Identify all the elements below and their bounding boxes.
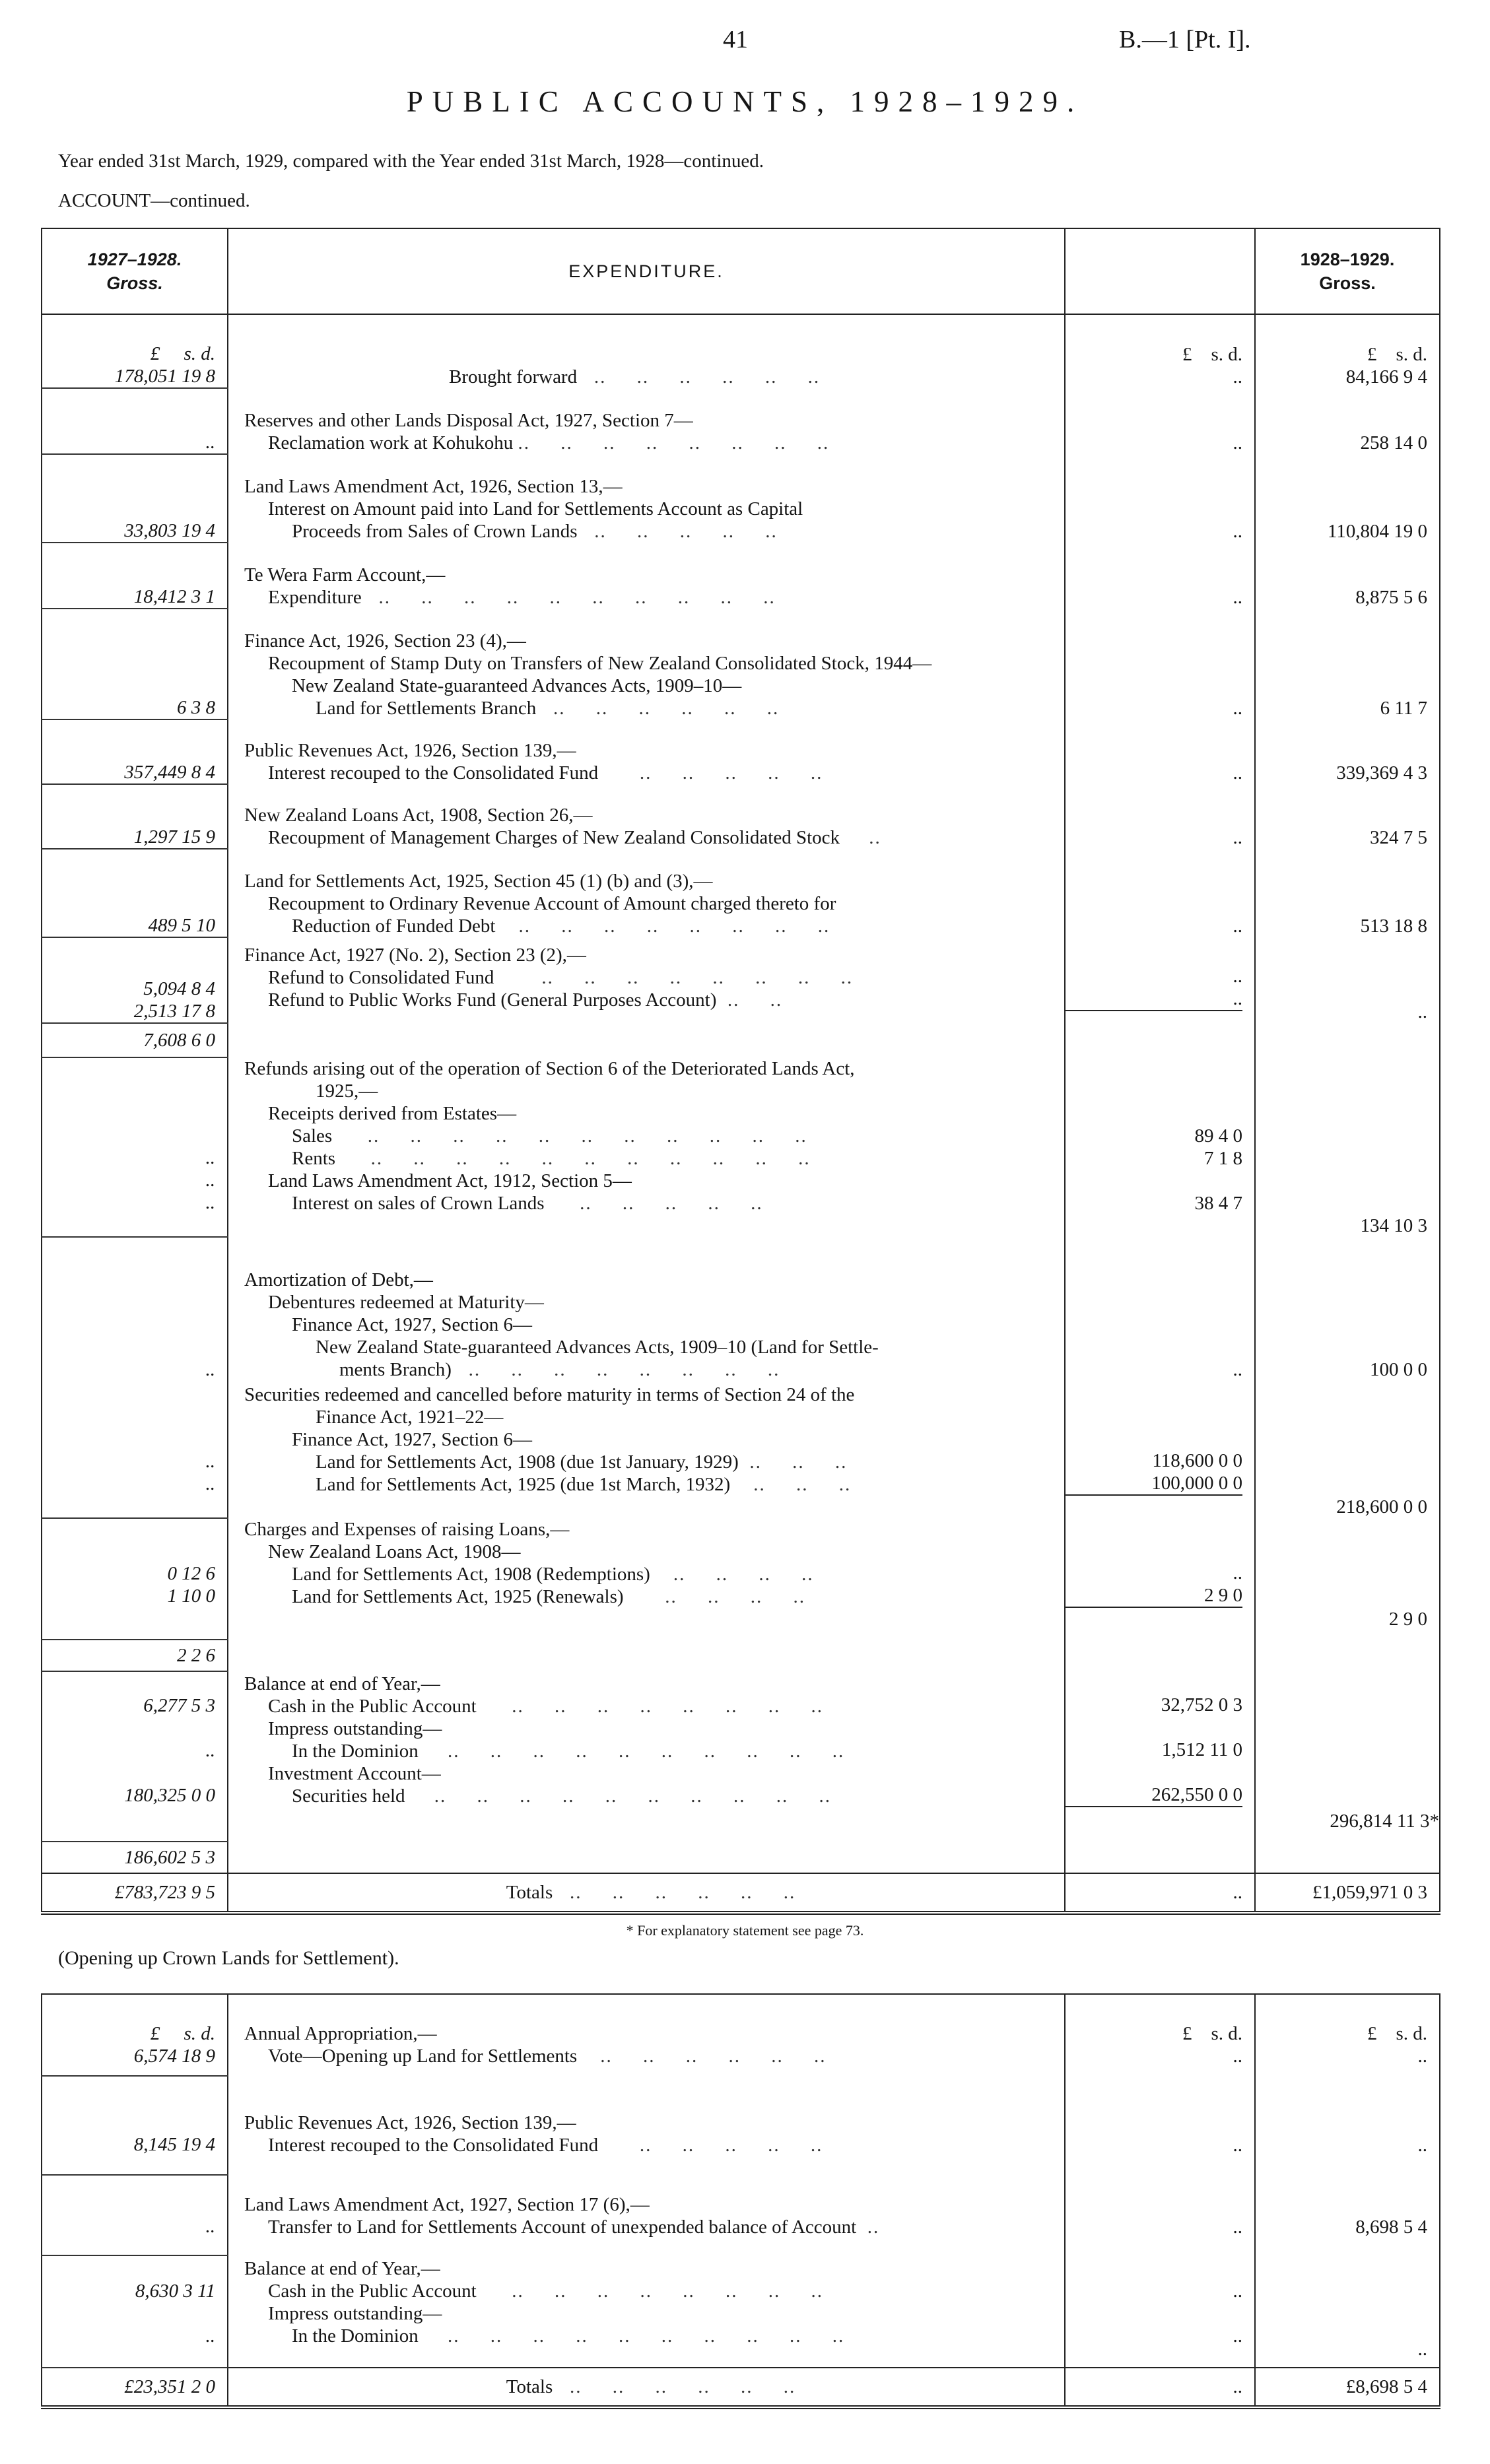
row-label: Recoupment to Ordinary Revenue Account of Amount charged thereto for bbox=[268, 893, 836, 914]
totals-row: £23,351 2 0 Totals .. .. .. .. .. .. .. £8,698 5 4 bbox=[42, 2368, 1440, 2407]
row-heading: Public Revenues Act, 1926, Section 139,— bbox=[244, 2112, 576, 2133]
table-row: .. Land Laws Amendment Act, 1927, Section 17 (6),— Transfer to Land for Settlements Account of unexpended balance of Account .. .. 8,698 5 4 bbox=[42, 2175, 1440, 2255]
units-row: £ s. d. bbox=[1182, 344, 1242, 365]
curr-amount: 339,369 4 3 bbox=[1255, 719, 1440, 784]
sub-amount: 7 1 8 bbox=[1204, 1148, 1242, 1169]
prev-amount: 33,803 19 4 bbox=[42, 454, 228, 543]
curr-amount: 258 14 0 bbox=[1255, 388, 1440, 454]
prev-amount: .. bbox=[205, 1451, 215, 1472]
prev-amount: .. bbox=[205, 1473, 215, 1494]
table-row: £ s. d. 178,051 19 8 Brought forward .. .. .. .. .. .. £ s. d. .. £ s. d. 84,166 9 4 bbox=[42, 314, 1440, 388]
row-label: Refund to Public Works Fund (General Purposes Account) bbox=[268, 989, 717, 1011]
sub-amount: 1,512 11 0 bbox=[1161, 1739, 1242, 1760]
row-label: New Zealand Loans Act, 1908— bbox=[268, 1541, 521, 1562]
curr-amount: 110,804 19 0 bbox=[1255, 454, 1440, 543]
table-row: 489 5 10 Land for Settlements Act, 1925, Section 45 (1) (b) and (3),— Recoupment to Ordinary Revenue Account of Amount charged thereto for Reduction of Funded Debt .. .. .. .. .. .. .. .. .. 513 18 8 bbox=[42, 849, 1440, 937]
prev-subtotal: 2 2 6 bbox=[42, 1640, 228, 1671]
prev-amount: .. bbox=[205, 1740, 215, 1761]
row-label: Interest on sales of Crown Lands bbox=[292, 1193, 545, 1214]
curr-amount: 100 0 0 bbox=[1255, 1237, 1440, 1381]
totals-label: Totals bbox=[506, 1882, 553, 1903]
units-row: £ s. d. bbox=[150, 343, 215, 364]
prev-amount: 180,325 0 0 bbox=[124, 1785, 215, 1806]
sub-amount: .. bbox=[1065, 388, 1255, 454]
row-label: 1925,— bbox=[316, 1081, 378, 1102]
sub-amount: 89 4 0 bbox=[1194, 1125, 1242, 1147]
row-label: Interest on Amount paid into Land for Settlements Account as Capital bbox=[268, 498, 803, 519]
row-heading: Land Laws Amendment Act, 1927, Section 17 (6),— bbox=[244, 2194, 650, 2215]
table-row: .. Reserves and other Lands Disposal Act, 1927, Section 7— Reclamation work at Kohukohu .. .. .. .. .. .. .. .. .. 258 14 0 bbox=[42, 388, 1440, 454]
table-row: 357,449 8 4 Public Revenues Act, 1926, Section 139,— Interest recouped to the Consolidated Fund .. .. .. .. .. .. 339,369 4 3 bbox=[42, 719, 1440, 784]
prev-subtotal: 186,602 5 3 bbox=[42, 1842, 228, 1873]
row-label: Finance Act, 1927, Section 6— bbox=[292, 1314, 533, 1335]
sub-amount: .. bbox=[1233, 2325, 1242, 2347]
curr-total: £8,698 5 4 bbox=[1255, 2368, 1440, 2407]
sub-amount: 262,550 0 0 bbox=[1066, 1783, 1242, 1807]
curr-amount: .. bbox=[1255, 2255, 1440, 2368]
row-label: Cash in the Public Account bbox=[268, 1696, 477, 1717]
row-label: Debentures redeemed at Maturity— bbox=[268, 1292, 544, 1313]
row-label: Receipts derived from Estates— bbox=[268, 1103, 517, 1124]
prev-amount: .. bbox=[42, 388, 228, 454]
row-label: New Zealand State-guaranteed Advances Acts, 1909–10 (Land for Settle- bbox=[316, 1337, 879, 1358]
row-label: Land for Settlements Act, 1925 (Renewals) bbox=[292, 1586, 624, 1607]
header-subcolumn bbox=[1065, 228, 1255, 314]
prev-amount: .. bbox=[42, 1237, 228, 1381]
curr-amount: 6 11 7 bbox=[1255, 609, 1440, 719]
sub-amount: .. bbox=[1233, 1562, 1242, 1583]
sub-amount: .. bbox=[1233, 966, 1242, 987]
curr-amount: 296,814 11 3* bbox=[1255, 1671, 1440, 1842]
units-row: £ s. d. bbox=[1367, 344, 1427, 365]
sub-amount: .. bbox=[1065, 543, 1255, 609]
curr-amount: .. bbox=[1417, 1001, 1427, 1022]
prev-amount: 8,630 3 11 bbox=[135, 2281, 215, 2302]
units-row: £ s. d. bbox=[1367, 2023, 1427, 2044]
sub-amount: .. bbox=[1065, 784, 1255, 849]
sub-amount: .. bbox=[1065, 454, 1255, 543]
table-row: 6,277 5 3 .. 180,325 0 0 Balance at end of Year,— Cash in the Public Account .. .. .. .. .. .. .. .. Impress outstanding— In the Dominion .. .. .. .. .. .. .. .. .. .. Investment Account— Securities held .. .. .. .. .. .. .. .. .. .. 32,752 0 3 1,512 11 0 262,550 0 0 296,814 11 3* bbox=[42, 1671, 1440, 1842]
sub-amount: 38 4 7 bbox=[1194, 1193, 1242, 1214]
footnote: * For explanatory statement see page 73. bbox=[626, 1922, 864, 1939]
crown-lands-table bbox=[41, 1993, 1440, 2409]
row-label: Proceeds from Sales of Crown Lands bbox=[292, 521, 578, 542]
row-label: Brought forward bbox=[449, 366, 578, 387]
prev-amount: 6,574 18 9 bbox=[133, 2046, 215, 2067]
row-label: Recoupment of Management Charges of New Zealand Consolidated Stock bbox=[268, 827, 840, 848]
row-label: Impress outstanding— bbox=[268, 1718, 442, 1739]
row-label: Recoupment of Stamp Duty on Transfers of New Zealand Consolidated Stock, 1944— bbox=[268, 653, 932, 674]
table-row: 6 3 8 Finance Act, 1926, Section 23 (4),— Recoupment of Stamp Duty on Transfers of New Zealand Consolidated Stock, 1944— New Zealand State-guaranteed Advances Acts, 1909–10— Land for Settlements Branch .. .. .. .. .. .. .. 6 11 7 bbox=[42, 609, 1440, 719]
prev-subtotal: 7,608 6 0 bbox=[42, 1023, 228, 1057]
units-row: £ s. d. bbox=[1182, 2023, 1242, 2044]
table-header-row bbox=[42, 228, 1440, 314]
row-label: Rents bbox=[292, 1148, 336, 1169]
row-label: Reclamation work at Kohukohu bbox=[268, 432, 514, 453]
curr-amount: 134 10 3 bbox=[1255, 1057, 1440, 1237]
row-label: Refund to Consolidated Fund bbox=[268, 967, 494, 988]
curr-amount: 8,875 5 6 bbox=[1255, 543, 1440, 609]
totals-row: £783,723 9 5 Totals .. .. .. .. .. .. .. £1,059,971 0 3 bbox=[42, 1873, 1440, 1913]
sub-amount: .. bbox=[1233, 2281, 1242, 2302]
row-heading: Charges and Expenses of raising Loans,— bbox=[244, 1519, 570, 1540]
curr-amount: 513 18 8 bbox=[1255, 849, 1440, 937]
curr-amount: 2 9 0 bbox=[1255, 1518, 1440, 1640]
sub-total: .. bbox=[1065, 2368, 1255, 2407]
curr-amount: 218,600 0 0 bbox=[1255, 1381, 1440, 1518]
row-label: New Zealand State-guaranteed Advances Acts, 1909–10— bbox=[292, 675, 742, 696]
row-label: Land Laws Amendment Act, 1912, Section 5— bbox=[268, 1170, 632, 1191]
table-row bbox=[42, 1640, 1440, 1671]
sub-total: .. bbox=[1065, 1873, 1255, 1913]
prev-amount: .. bbox=[205, 1170, 215, 1191]
row-label: Interest recouped to the Consolidated Fund bbox=[268, 762, 599, 783]
curr-amount: .. bbox=[1417, 2046, 1427, 2067]
header-expenditure: EXPENDITURE. bbox=[228, 228, 1065, 314]
prev-total: £783,723 9 5 bbox=[42, 1873, 228, 1913]
prev-amount: .. bbox=[205, 2325, 215, 2347]
totals-label: Totals bbox=[506, 2376, 553, 2397]
sub-amount: 32,752 0 3 bbox=[1161, 1694, 1242, 1715]
table-row: £ s. d. 6,574 18 9 Annual Appropriation,— Vote—Opening up Land for Settlements .. .. .. .. .. .. £ s. d. .. £ s. d. .. bbox=[42, 1994, 1440, 2076]
sub-amount: .. bbox=[1233, 2046, 1242, 2067]
row-label: Finance Act, 1921–22— bbox=[316, 1407, 504, 1428]
prev-amount: 489 5 10 bbox=[42, 849, 228, 937]
report-reference: B.—1 [Pt. I]. bbox=[1119, 26, 1251, 53]
table-row: 0 12 6 1 10 0 Charges and Expenses of raising Loans,— New Zealand Loans Act, 1908— Land for Settlements Act, 1908 (Redemptions) .. .. .. .. Land for Settlements Act, 1925 (Renewals) .. .. .. .. .. 2 9 0 2 9 0 bbox=[42, 1518, 1440, 1640]
prev-amount: 1 10 0 bbox=[167, 1585, 215, 1607]
table-row: .. Amortization of Debt,— Debentures redeemed at Maturity— Finance Act, 1927, Section 6— New Zealand State-guaranteed Advances Acts, 1909–10 (Land for Settle- ments Branch) .. .. .. .. .. .. .. .. .. 100 0 0 bbox=[42, 1237, 1440, 1381]
row-heading: Reserves and other Lands Disposal Act, 1927, Section 7— bbox=[244, 410, 693, 431]
prev-amount: 1,297 15 9 bbox=[42, 784, 228, 849]
row-label: ments Branch) bbox=[339, 1359, 452, 1380]
prev-total: £23,351 2 0 bbox=[42, 2368, 228, 2407]
prev-amount: 6,277 5 3 bbox=[143, 1695, 215, 1716]
table-row bbox=[42, 1842, 1440, 1873]
page-subtitle: Year ended 31st March, 1929, compared with the Year ended 31st March, 1928—continued. bbox=[58, 150, 764, 172]
table-row: 18,412 3 1 Te Wera Farm Account,— Expenditure .. .. .. .. .. .. .. .. .. .. .. 8,875 5 6 bbox=[42, 543, 1440, 609]
row-label: Land for Settlements Act, 1908 (Redemptions) bbox=[292, 1564, 650, 1585]
row-label: Cash in the Public Account bbox=[268, 2281, 477, 2302]
row-heading: Securities redeemed and cancelled before maturity in terms of Section 24 of the bbox=[244, 1384, 855, 1405]
row-heading: Land Laws Amendment Act, 1926, Section 13,— bbox=[244, 476, 623, 497]
curr-amount: 84,166 9 4 bbox=[1345, 366, 1427, 387]
row-label: Land for Settlements Act, 1925 (due 1st March, 1932) bbox=[316, 1474, 731, 1495]
curr-amount: 324 7 5 bbox=[1255, 784, 1440, 849]
row-heading: Balance at end of Year,— bbox=[244, 2258, 440, 2279]
sub-amount: .. bbox=[1065, 2076, 1255, 2175]
sub-amount: .. bbox=[1065, 719, 1255, 784]
row-heading: Refunds arising out of the operation of Section 6 of the Deteriorated Lands Act, bbox=[244, 1058, 855, 1079]
row-label: Vote—Opening up Land for Settlements bbox=[268, 2046, 578, 2067]
curr-amount: 8,698 5 4 bbox=[1255, 2175, 1440, 2255]
units-row: £ s. d. bbox=[150, 2023, 215, 2044]
table-row: 5,094 8 4 2,513 17 8 Finance Act, 1927 (No. 2), Section 23 (2),— Refund to Consolidated Fund .. .. .. .. .. .. .. .. Refund to Public Works Fund (General Purposes Account) .. .. .. .. .. bbox=[42, 937, 1440, 1023]
table-row: 8,630 3 11 .. Balance at end of Year,— Cash in the Public Account .. .. .. .. .. .. .. .. Impress outstanding— In the Dominion .. .. .. .. .. .. .. .. .. .. .. .. .. bbox=[42, 2255, 1440, 2368]
table-row: .. .. .. Refunds arising out of the operation of Section 6 of the Deteriorated Lands Act, 1925,— Receipts derived from Estates— Sales .. .. .. .. .. .. .. .. .. .. .. Rents .. .. .. .. .. .. .. .. .. .. .. Land Laws Amendment Act, 1912, Section 5— Interest on sales of Crown Lands .. .. .. .. .. 89 4 0 7 1 8 38 4 7 134 10 3 bbox=[42, 1057, 1440, 1237]
section-title: (Opening up Crown Lands for Settlement). bbox=[58, 1947, 399, 1969]
row-label: Investment Account— bbox=[268, 1763, 441, 1784]
row-label: Securities held bbox=[292, 1785, 405, 1807]
page-number: 41 bbox=[723, 26, 748, 53]
row-label: Expenditure bbox=[268, 587, 362, 608]
sub-amount: .. bbox=[1065, 609, 1255, 719]
prev-amount: 18,412 3 1 bbox=[42, 543, 228, 609]
prev-amount: .. bbox=[205, 1192, 215, 1213]
prev-amount: 178,051 19 8 bbox=[114, 366, 215, 387]
row-heading: Public Revenues Act, 1926, Section 139,— bbox=[244, 740, 576, 761]
sub-amount: .. bbox=[1065, 2175, 1255, 2255]
table-row: 8,145 19 4 Public Revenues Act, 1926, Section 139,— Interest recouped to the Consolidated Fund .. .. .. .. .. .. .. bbox=[42, 2076, 1440, 2175]
curr-total: £1,059,971 0 3 bbox=[1255, 1873, 1440, 1913]
sub-amount: .. bbox=[1066, 987, 1242, 1011]
sub-amount: 2 9 0 bbox=[1066, 1584, 1242, 1608]
expenditure-table bbox=[41, 228, 1440, 1915]
sub-amount: 100,000 0 0 bbox=[1066, 1472, 1242, 1496]
table-row: .. .. Securities redeemed and cancelled before maturity in terms of Section 24 of the Finance Act, 1921–22— Finance Act, 1927, Section 6— Land for Settlements Act, 1908 (due 1st January, 1929) .. .. .. Land for Settlements Act, 1925 (due 1st March, 1932) .. .. .. 118,600 0 0 100,000 0 0 218,600 0 0 bbox=[42, 1381, 1440, 1518]
prev-amount: 8,145 19 4 bbox=[42, 2076, 228, 2175]
table-row bbox=[42, 1023, 1440, 1057]
header-prev-year: 1927–1928. Gross. bbox=[42, 228, 228, 314]
row-heading: Te Wera Farm Account,— bbox=[244, 564, 446, 585]
page-title: PUBLIC ACCOUNTS, 1928–1929. bbox=[406, 85, 1084, 118]
prev-amount: 357,449 8 4 bbox=[42, 719, 228, 784]
row-label: In the Dominion bbox=[292, 1741, 419, 1762]
row-heading: Amortization of Debt,— bbox=[244, 1269, 433, 1290]
row-heading: Finance Act, 1927 (No. 2), Section 23 (2),— bbox=[244, 945, 586, 966]
sub-amount: .. bbox=[1233, 366, 1242, 387]
sub-amount: 118,600 0 0 bbox=[1152, 1450, 1242, 1471]
row-label: Reduction of Funded Debt bbox=[292, 916, 496, 937]
row-label: Land for Settlements Act, 1908 (due 1st January, 1929) bbox=[316, 1451, 739, 1473]
row-label: Sales bbox=[292, 1125, 333, 1147]
table-row: 33,803 19 4 Land Laws Amendment Act, 1926, Section 13,— Interest on Amount paid into Land for Settlements Account as Capital Proceeds from Sales of Crown Lands .. .. .. .. .. .. 110,804 19 0 bbox=[42, 454, 1440, 543]
row-heading: Balance at end of Year,— bbox=[244, 1673, 440, 1694]
row-label: Transfer to Land for Settlements Account of unexpended balance of Account bbox=[268, 2216, 857, 2238]
account-label: ACCOUNT—continued. bbox=[58, 190, 250, 211]
row-label: Land for Settlements Branch bbox=[316, 698, 537, 719]
row-label: Interest recouped to the Consolidated Fund bbox=[268, 2135, 599, 2156]
row-heading: New Zealand Loans Act, 1908, Section 26,— bbox=[244, 805, 593, 826]
curr-amount: .. bbox=[1255, 2076, 1440, 2175]
table-row: 1,297 15 9 New Zealand Loans Act, 1908, Section 26,— Recoupment of Management Charges of New Zealand Consolidated Stock .. .. 324 7 5 bbox=[42, 784, 1440, 849]
row-heading: Annual Appropriation,— bbox=[244, 2023, 437, 2044]
row-label: Impress outstanding— bbox=[268, 2303, 442, 2324]
sub-amount: .. bbox=[1065, 1237, 1255, 1381]
prev-amount: 6 3 8 bbox=[42, 609, 228, 719]
sub-amount: .. bbox=[1065, 849, 1255, 937]
row-label: In the Dominion bbox=[292, 2325, 419, 2347]
prev-amount: 0 12 6 bbox=[167, 1563, 215, 1584]
prev-amount: .. bbox=[42, 2175, 228, 2255]
prev-amount: .. bbox=[205, 1147, 215, 1168]
prev-amount: 5,094 8 4 bbox=[143, 978, 215, 999]
header-curr-year: 1928–1929. Gross. bbox=[1255, 228, 1440, 314]
row-heading: Finance Act, 1926, Section 23 (4),— bbox=[244, 630, 526, 651]
row-label: Finance Act, 1927, Section 6— bbox=[292, 1429, 533, 1450]
prev-amount: 2,513 17 8 bbox=[133, 1001, 215, 1022]
row-heading: Land for Settlements Act, 1925, Section 45 (1) (b) and (3),— bbox=[244, 871, 713, 892]
